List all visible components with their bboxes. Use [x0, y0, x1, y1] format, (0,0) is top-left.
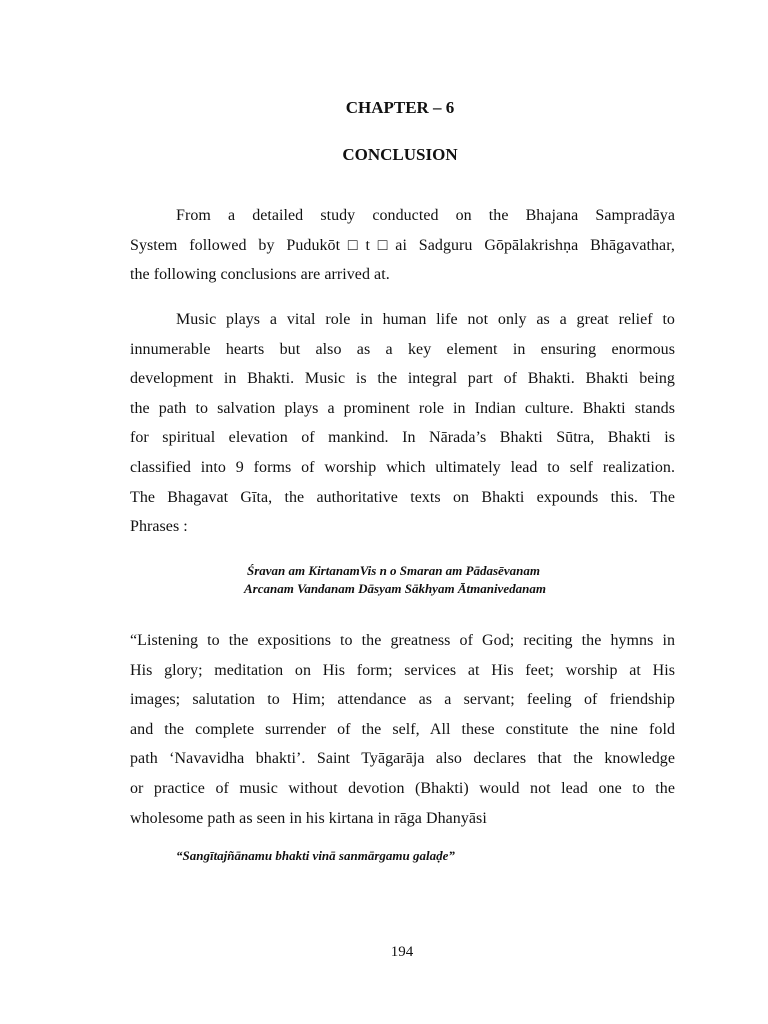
- paragraph-line: wholesome path as seen in his kirtana in rāga Dhanyāsi: [130, 809, 487, 827]
- paragraph-line: His glory; meditation on His form; services at His feet; worship at His: [130, 661, 675, 679]
- kirtana-quote: “Sangītajñānamu bhakti vinā sanmārgamu galaḍe”: [176, 848, 455, 863]
- paragraph-line: From a detailed study conducted on the Bhajana Sampradāya: [176, 207, 675, 224]
- sanskrit-verse-line-2: Arcanam Vandanam Dāsyam Sākhyam Ātmanivedanam: [244, 581, 546, 596]
- paragraph-line: classified into 9 forms of worship which ultimately lead to self realization.: [130, 458, 675, 476]
- paragraph-line: System followed by Pudukōt□t□ai Sadguru Gōpālakrishṇa Bhāgavathar,: [130, 236, 675, 254]
- sanskrit-verse-line-1: Śravan am KirtanamVis n o Smaran am Pādasēvanam: [247, 563, 540, 578]
- paragraph-line: the following conclusions are arrived at.: [130, 266, 390, 284]
- paragraph-line: images; salutation to Him; attendance as a servant; feeling of friendship: [130, 691, 675, 709]
- paragraph-line: or practice of music without devotion (Bhakti) would not lead one to the: [130, 779, 675, 797]
- paragraph-line: innumerable hearts but also as a key element in ensuring enormous: [130, 340, 675, 358]
- paragraph-line: the path to salvation plays a prominent role in Indian culture. Bhakti stands: [130, 399, 675, 417]
- page-number: 194: [390, 944, 414, 960]
- paragraph-line: development in Bhakti. Music is the integral part of Bhakti. Bhakti being: [130, 370, 675, 388]
- section-title: CONCLUSION: [342, 145, 458, 164]
- paragraph-line: “Listening to the expositions to the greatness of God; reciting the hymns in: [130, 632, 675, 649]
- paragraph-intro: [130, 201, 675, 290]
- paragraph-line: Phrases :: [130, 518, 188, 536]
- paragraph-music-bhakti: [130, 305, 675, 542]
- paragraph-line: for spiritual elevation of mankind. In Nārada’s Bhakti Sūtra, Bhakti is: [130, 429, 675, 447]
- paragraph-navavidha-bhakti: [130, 626, 675, 833]
- paragraph-line: path ‘Navavidha bhakti’. Saint Tyāgarāja also declares that the knowledge: [130, 750, 675, 768]
- chapter-title: CHAPTER – 6: [345, 98, 455, 117]
- paragraph-line: The Bhagavat Gīta, the authoritative texts on Bhakti expounds this. The: [130, 488, 675, 506]
- paragraph-line: Music plays a vital role in human life not only as a great relief to: [176, 311, 675, 328]
- paragraph-line: and the complete surrender of the self, All these constitute the nine fold: [130, 720, 675, 738]
